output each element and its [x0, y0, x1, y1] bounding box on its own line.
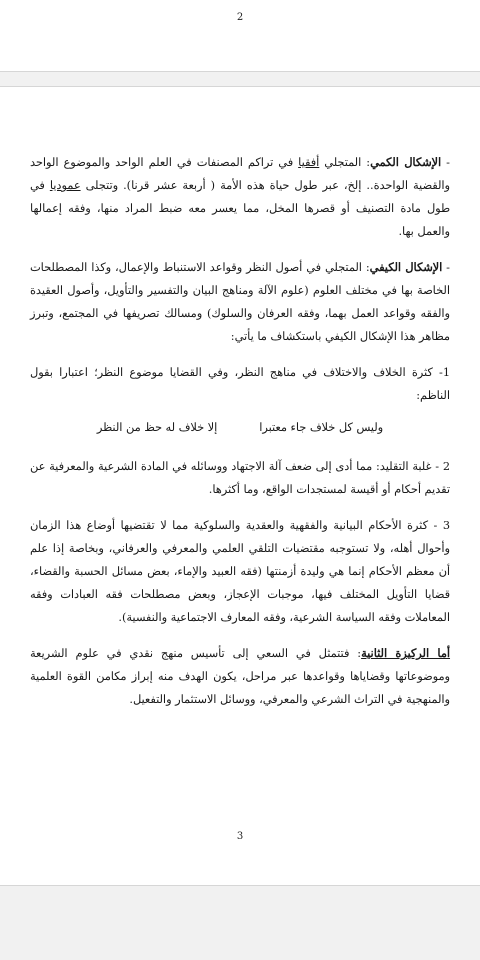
list-item-1: 1- كثرة الخلاف والاختلاف في مناهج النظر، وفي القضايا موضوع النظر؛ اعتبارا بقول الناظم:: [30, 366, 450, 402]
previous-page: [0, 0, 480, 72]
page-number: 3: [236, 831, 244, 842]
paragraph-second-pillar: [30, 642, 450, 711]
heading-qualitative-problem: الإشكال الكيفي: [369, 260, 443, 274]
paragraph-quantitative-problem: [30, 151, 450, 243]
text-segment: في طول مادة التصنيف أو قصرها المخل، مما يعسر معه ضبط المراد منها، وفقه إعمالها والعمل بها.: [30, 179, 450, 238]
dash: -: [442, 261, 450, 274]
list-item-2: 2 - غلبة التقليد: مما أدى إلى ضعف آلة الاجتهاد ووسائله في المادة الشرعية والمعرفية عن تقديم أحكام أو أقيسة لمستجدات الواقع، وما أكثرها.: [30, 460, 450, 496]
underlined-vertical: عموديا: [49, 179, 81, 192]
text-segment: : المتجلي في أصول النظر وقواعد الاستنباط والإعمال، وكذا المصطلحات الخاصة بها في مختلف العلوم (علوم الآلة ومناهج البيان والتفسير والتأويل، وأصول العقيدة والفقه وقواعد العمل بهما، وفقه العرفان والسلوك) ومسالك تصريفها في المجتمع، وتبرز مظاهر هذا الإشكال الكيفي باستكشاف ما يأتي:: [30, 261, 450, 343]
text-segment: : المتجلي: [319, 156, 371, 169]
heading-quantitative-problem: الإشكال الكمي: [370, 155, 442, 169]
text-segment: في تراكم المصنفات في العلم الواحد والموضوع الواحد والقضية الواحدة.. إلخ، عبر طول حياة هذه الأمة ( أربعة عشر قرنا). وتتجلى: [30, 156, 450, 192]
verse-second-hemistich: إلا خلاف له حظ من النظر: [96, 421, 218, 434]
poetry-verse: [30, 416, 450, 439]
verse-first-hemistich: وليس كل خلاف جاء معتبرا: [259, 421, 384, 434]
text-segment: : فتتمثل في السعي إلى تأسيس منهج نقدي في علوم الشريعة وموضوعاتها وقضاياها وقواعدها عبر مراحل، يكون الهدف منه إبراز مكامن القوة العلمية والمنهجية في التراث الشرعي والمعرفي، ووسائل الاستثمار والتفعيل.: [30, 647, 450, 706]
list-item-3: 3 - كثرة الأحكام البيانية والفقهية والعقدية والسلوكية مما لا تقتضيها أوضاع هذا الزمان وأحوال أهله، ولا تستوجبه مقتضيات التلقي العلمي والمعرفي والعرفاني، وبخاصة إذا علم أن معظم الأحكام إنما هي وليدة أزمنتها (فقه العبيد والإماء، بعض مسائل الحسبة والقضاء، قضايا التأويل المختلف فيها، موجبات الإعجاز، وبعض مصطلحات فقه العبادات وفقه المعاملات وفقه السياسة الشرعية، وفقه المعارف الاجتماعية والنفسية).: [30, 519, 450, 624]
page-body: [30, 151, 450, 724]
underlined-horizontal: أفقيا: [298, 156, 320, 169]
dash: -: [441, 156, 450, 169]
paragraph-qualitative-problem: [30, 256, 450, 348]
previous-page-number: 2: [236, 12, 244, 23]
heading-second-pillar: أما الركيزة الثانية: [361, 646, 451, 660]
document-page: [0, 86, 480, 886]
